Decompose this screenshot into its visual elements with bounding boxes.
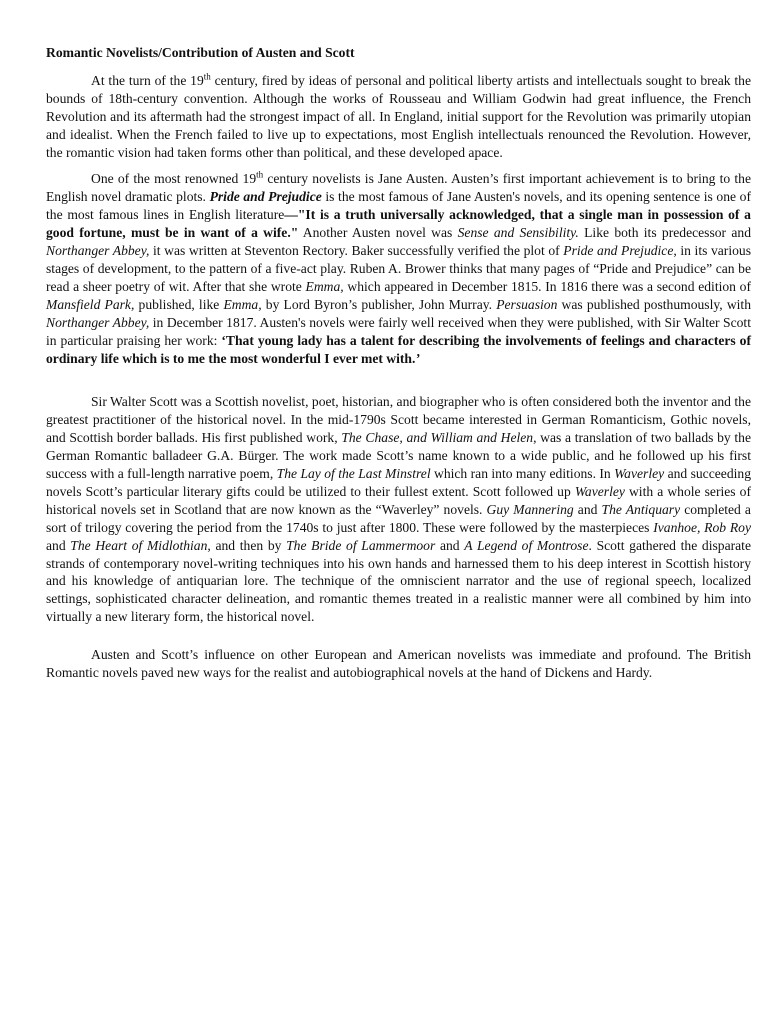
- book-title: Ivanhoe, Rob Roy: [653, 519, 751, 535]
- document-page: [46, 44, 751, 691]
- text-run: was published posthumously, with: [557, 296, 751, 312]
- superscript: th: [256, 169, 264, 180]
- text-run: which ran into many editions. In: [430, 466, 615, 482]
- text-run: in December 1817. Austen's novels were fairly well received when they were published, with Sir Walter Scott in particular praising her work:: [46, 314, 751, 348]
- text-run: , and then by: [207, 537, 287, 553]
- book-title: Mansfield Park,: [46, 296, 135, 312]
- text-run: , in its various stages of development, to the pattern of a five-act play. Ruben A. Brower thinks that many pages of “Pride and Prejudice” can be read a sheer poetry of wit. After that she wrote: [46, 243, 751, 294]
- text-run: Sir Walter Scott was a Scottish novelist, poet, historian, and biographer who is often considered both the inventor and the greatest practitioner of the historical novel. In the mid-1790s Scott became interested in German Romanticism, Gothic novels, and Scottish border ballads. His first published work,: [46, 394, 751, 446]
- quotation: ‘That young lady has a talent for describing the involvements of feelings and characters of ordinary life which is to me the most wonderful I ever met with.: [46, 332, 752, 366]
- text-run: At the turn of the 19: [91, 72, 204, 88]
- book-title: Emma,: [305, 278, 344, 294]
- text-run: century novelists is Jane Austen. Austen’s first important achievement is to bring to the English novel dramatic plots.: [46, 171, 751, 205]
- text-run: Another Austen novel was: [298, 225, 458, 241]
- text-run: published, like: [134, 296, 224, 312]
- text-run: with a whole series of historical novels set in Scotland that are now known as the “Waverley” novels.: [46, 483, 751, 517]
- text-run: . Scott gathered the disparate strands of contemporary novel-writing techniques into his own hands and harnessed them to his deep interest in Scottish history and his knowledge of antiquarian lore. The technique of the omniscient narrator and the use of regional speech, localized settings, sophisticated character delineation, and romantic themes treated in a realistic manner were all combined by him into virtually a new literary form, the historical novel.: [46, 537, 751, 625]
- paragraph-intro: [46, 72, 751, 162]
- book-title: The Antiquary: [601, 501, 681, 517]
- text-run: is the most famous of Jane Austen's novels, and its opening sentence is one of the most famous lines in English literature: [46, 189, 751, 223]
- text-run: and: [573, 501, 602, 517]
- text-run: and: [435, 537, 465, 553]
- book-title: A Legend of Montrose: [464, 537, 589, 553]
- book-title: The Heart of Midlothian: [70, 537, 208, 553]
- book-title: The Lay of the Last Minstrel: [276, 466, 431, 482]
- text-run: One of the most renowned 19: [91, 171, 257, 187]
- book-title: The Chase, and William and Helen: [341, 430, 534, 446]
- text-run: and succeeding novels Scott’s particular literary gifts could be utilized to their fullest extent. Scott followed up: [46, 466, 751, 499]
- book-title: Waverley: [574, 483, 625, 499]
- book-title: Northanger Abbey,: [46, 243, 150, 259]
- text-run: completed a sort of trilogy covering the period from the 1740s to just after 1800. These were followed by the masterpieces: [46, 501, 751, 535]
- text-run: it was written at Steventon Rectory. Baker successfully verified the plot of: [149, 243, 564, 259]
- quotation: —"It is a truth universally acknowledged, that a single man in possession of a good fortune, must be in want of a wife.": [46, 207, 751, 241]
- text-run: Austen and Scott’s influence on other European and American novelists was immediate and profound. The British Romantic novels paved new ways for the realist and autobiographical novels at the hand of Dickens and Hardy.: [46, 647, 751, 681]
- book-title: Guy Mannering: [486, 501, 574, 517]
- superscript: th: [203, 71, 211, 82]
- book-title: Northanger Abbey,: [46, 314, 150, 330]
- text-run: by Lord Byron’s publisher, John Murray.: [261, 296, 497, 312]
- book-title: Emma,: [223, 296, 262, 312]
- book-title: Persuasion: [496, 296, 558, 312]
- text-run: century, fired by ideas of personal and political liberty artists and intellectuals sought to break the bounds of 18th-century convention. Although the works of Rousseau and William Godwin had great influence, the French Revolution and its aftermath had the strongest impact of all. In England, initial support for the Revolution was primarily utopian and idealist. When the French failed to live up to expectations, most English intellectuals renounced the Revolution. However, the romantic vision had taken forms other than political, and these developed apace.: [46, 72, 751, 160]
- text-run: and: [46, 537, 71, 553]
- document-title: Romantic Novelists/Contribution of Austen and Scott: [46, 45, 355, 60]
- paragraph-conclusion: [46, 646, 751, 682]
- paragraph-scott: [46, 393, 751, 626]
- book-title: The Bride of Lammermoor: [286, 537, 436, 553]
- text-run: Like both its predecessor and: [578, 225, 751, 241]
- text-run: which appeared in December 1815. In 1816 there was a second edition of: [343, 278, 752, 294]
- book-title: Pride and Prejudice: [563, 243, 674, 259]
- book-title: Pride and Prejudice: [209, 189, 322, 205]
- text-run: , was a translation of two ballads by the German Romantic balladeer G.A. Bürger. The work made Scott’s name known to a wide public, and he followed up his first success with a full-length narrative poem,: [46, 430, 751, 482]
- book-title: Waverley: [614, 466, 665, 482]
- paragraph-austen: [46, 170, 751, 367]
- quotation-end: ’: [415, 350, 420, 366]
- book-title: Sense and Sensibility.: [457, 225, 579, 241]
